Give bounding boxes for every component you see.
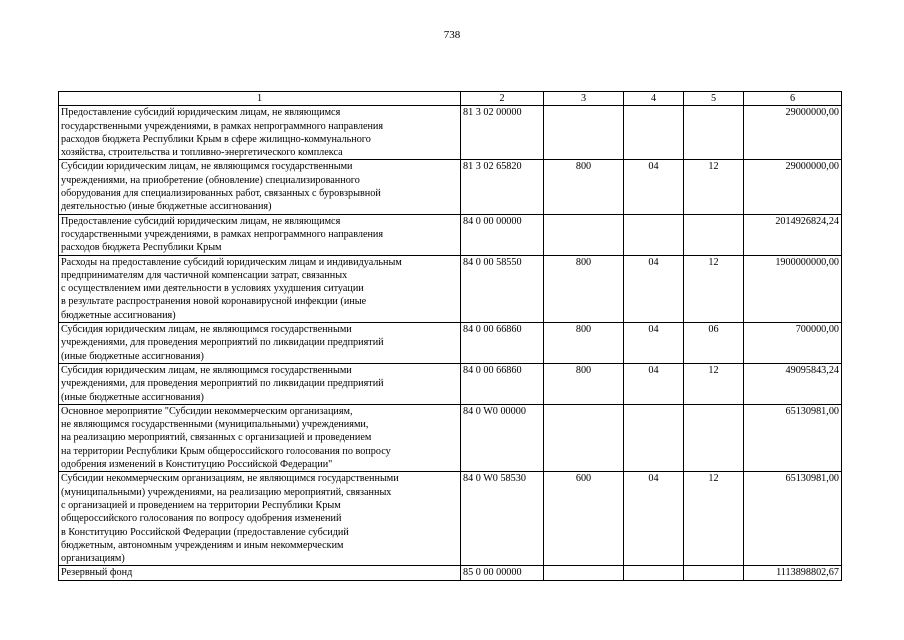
row-section: 04 — [624, 323, 684, 364]
row-section — [624, 106, 684, 160]
row-subsection: 12 — [684, 363, 744, 404]
row-expense-type — [544, 214, 624, 255]
row-amount: 1900000000,00 — [744, 255, 842, 322]
header-col-4: 4 — [624, 92, 684, 106]
row-description: Субсидия юридическим лицам, не являющимся государственными учреждениями, для проведения мероприятий по ликвидации предприятий (иные бюджетные ассигнования) — [59, 323, 461, 364]
row-classification-code: 84 0 W0 00000 — [461, 404, 544, 471]
row-subsection — [684, 566, 744, 580]
page-number: 738 — [443, 29, 461, 41]
table-row — [59, 214, 842, 255]
table-row — [59, 566, 842, 580]
row-description: Расходы на предоставление субсидий юридическим лицам и индивидуальным предпринимателям для частичной компенсации затрат, связанных с осуществлением ими деятельности в условиях ухудшения ситуации в результате распространения новой коронавирусной инфекции (иные бюджетные ассигнования) — [59, 255, 461, 322]
row-subsection: 12 — [684, 255, 744, 322]
row-subsection — [684, 214, 744, 255]
row-section: 04 — [624, 255, 684, 322]
table-row — [59, 323, 842, 364]
row-expense-type: 800 — [544, 323, 624, 364]
row-description: Предоставление субсидий юридическим лицам, не являющимся государственными учреждениями, в рамках непрограммного направления расходов бюджета Республики Крым в сфере жилищно-коммунального хозяйства, строительства и топливно-энергетического комплекса — [59, 106, 461, 160]
row-classification-code: 84 0 W0 58530 — [461, 472, 544, 566]
row-description: Резервный фонд — [59, 566, 461, 580]
row-subsection: 12 — [684, 160, 744, 214]
table-row — [59, 404, 842, 471]
row-amount: 29000000,00 — [744, 106, 842, 160]
header-col-1: 1 — [59, 92, 461, 106]
row-section: 04 — [624, 363, 684, 404]
header-col-5: 5 — [684, 92, 744, 106]
row-expense-type: 800 — [544, 160, 624, 214]
row-amount: 65130981,00 — [744, 404, 842, 471]
row-expense-type: 600 — [544, 472, 624, 566]
table-row — [59, 106, 842, 160]
row-expense-type — [544, 566, 624, 580]
table-row — [59, 255, 842, 322]
row-subsection: 12 — [684, 472, 744, 566]
row-expense-type — [544, 106, 624, 160]
row-classification-code: 81 3 02 65820 — [461, 160, 544, 214]
row-amount: 700000,00 — [744, 323, 842, 364]
row-amount: 29000000,00 — [744, 160, 842, 214]
row-classification-code: 85 0 00 00000 — [461, 566, 544, 580]
row-section: 04 — [624, 160, 684, 214]
row-expense-type — [544, 404, 624, 471]
row-description: Субсидия юридическим лицам, не являющимся государственными учреждениями, для проведения мероприятий по ликвидации предприятий (иные бюджетные ассигнования) — [59, 363, 461, 404]
row-subsection: 06 — [684, 323, 744, 364]
row-expense-type: 800 — [544, 255, 624, 322]
table-row — [59, 363, 842, 404]
row-amount: 65130981,00 — [744, 472, 842, 566]
row-classification-code: 84 0 00 58550 — [461, 255, 544, 322]
budget-table — [58, 91, 842, 581]
row-section — [624, 404, 684, 471]
row-subsection — [684, 404, 744, 471]
table-row — [59, 160, 842, 214]
row-classification-code: 84 0 00 66860 — [461, 363, 544, 404]
row-description: Субсидии юридическим лицам, не являющимся государственными учреждениями, на приобретение (обновление) специализированного оборудования для специализированных работ, связанных с буровзрывной деятельностью (иные бюджетные ассигнования) — [59, 160, 461, 214]
row-description: Основное мероприятие "Субсидии некоммерческим организациям, не являющимся государственными (муниципальными) учреждениями, на реализацию мероприятий, связанных с организацией и проведением на территории Республики Крым общероссийского голосования по вопросу одобрения изменений в Конституцию Российской Федерации" — [59, 404, 461, 471]
header-col-3: 3 — [544, 92, 624, 106]
row-section — [624, 566, 684, 580]
row-classification-code: 84 0 00 00000 — [461, 214, 544, 255]
row-classification-code: 84 0 00 66860 — [461, 323, 544, 364]
header-col-2: 2 — [461, 92, 544, 106]
header-col-6: 6 — [744, 92, 842, 106]
row-section: 04 — [624, 472, 684, 566]
row-amount: 49095843,24 — [744, 363, 842, 404]
row-amount: 2014926824,24 — [744, 214, 842, 255]
header-row — [59, 92, 842, 106]
row-description: Предоставление субсидий юридическим лицам, не являющимся государственными учреждениями, в рамках непрограммного направления расходов бюджета Республики Крым — [59, 214, 461, 255]
row-classification-code: 81 3 02 00000 — [461, 106, 544, 160]
row-expense-type: 800 — [544, 363, 624, 404]
row-subsection — [684, 106, 744, 160]
row-section — [624, 214, 684, 255]
table-row — [59, 472, 842, 566]
row-description: Субсидии некоммерческим организациям, не являющимся государственными (муниципальными) учреждениями, на реализацию мероприятий, связанных с организацией и проведением на территории Республики Крым общероссийского голосования по вопросу одобрения изменений в Конституцию Российской Федерации (предоставление субсидий бюджетным, автономным учреждениям и иным некоммерческим организациям) — [59, 472, 461, 566]
row-amount: 1113898802,67 — [744, 566, 842, 580]
